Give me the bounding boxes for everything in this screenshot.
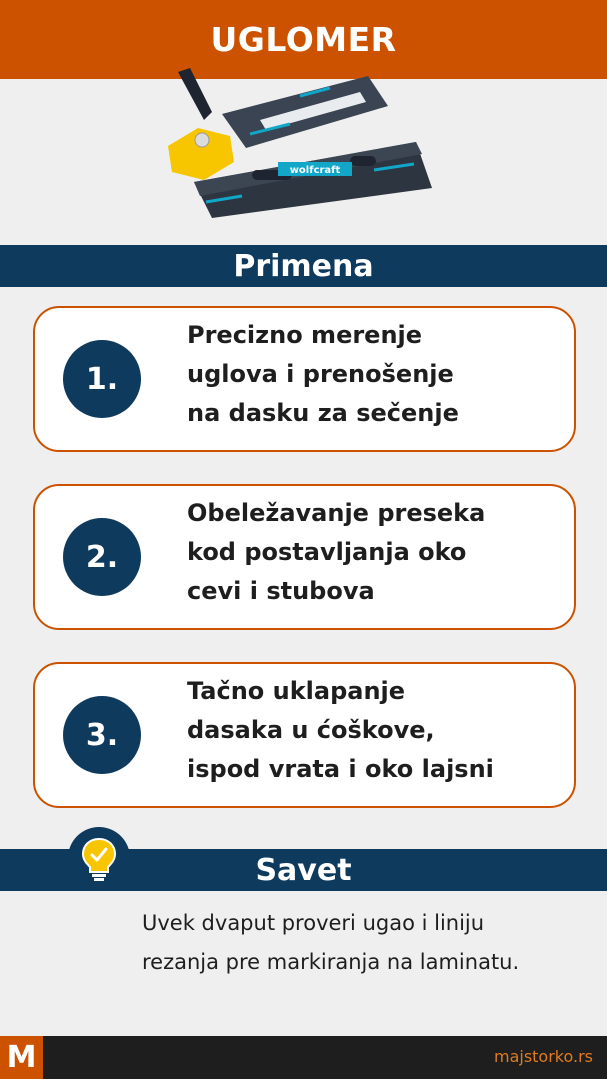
usage-card-2 bbox=[33, 484, 576, 630]
usage-card-text bbox=[187, 672, 547, 789]
site-link[interactable]: majstorko.rs bbox=[493, 1047, 593, 1066]
brand-text: wolfcraft bbox=[289, 165, 341, 176]
usage-line: na dasku za sečenje bbox=[187, 399, 459, 427]
usage-line: Obeležavanje preseka bbox=[187, 499, 486, 527]
tip-line: rezanja pre markiranja na laminatu. bbox=[142, 950, 520, 974]
usage-section-bar bbox=[0, 245, 607, 287]
step-number: 1. bbox=[85, 361, 119, 397]
usage-section-title: Primena bbox=[233, 248, 374, 284]
usage-line: kod postavljanja oko bbox=[187, 538, 467, 566]
step-number-badge bbox=[63, 340, 141, 418]
usage-line: Precizno merenje bbox=[187, 321, 423, 349]
lightbulb-check-icon bbox=[68, 827, 130, 889]
page-title: UGLOMER bbox=[210, 20, 397, 59]
angle-tool-image bbox=[160, 62, 440, 220]
step-number: 2. bbox=[85, 539, 119, 575]
logo-letter: M bbox=[6, 1040, 37, 1075]
step-number: 3. bbox=[85, 717, 119, 753]
usage-line: ispod vrata i oko lajsni bbox=[187, 755, 494, 783]
usage-line: Tačno uklapanje bbox=[187, 677, 406, 705]
usage-line: uglova i prenošenje bbox=[187, 360, 454, 388]
usage-card-3 bbox=[33, 662, 576, 808]
step-number-badge bbox=[63, 696, 141, 774]
tip-section-title: Savet bbox=[255, 852, 352, 888]
footer bbox=[0, 1036, 607, 1079]
site-logo[interactable] bbox=[0, 1036, 43, 1079]
usage-card-text bbox=[187, 316, 547, 433]
step-number-badge bbox=[63, 518, 141, 596]
tip-line: Uvek dvaput proveri ugao i liniju bbox=[142, 911, 485, 935]
tip-text bbox=[142, 904, 582, 982]
usage-card-1 bbox=[33, 306, 576, 452]
usage-line: dasaka u ćoškove, bbox=[187, 716, 435, 744]
usage-line: cevi i stubova bbox=[187, 577, 375, 605]
usage-card-text bbox=[187, 494, 547, 611]
